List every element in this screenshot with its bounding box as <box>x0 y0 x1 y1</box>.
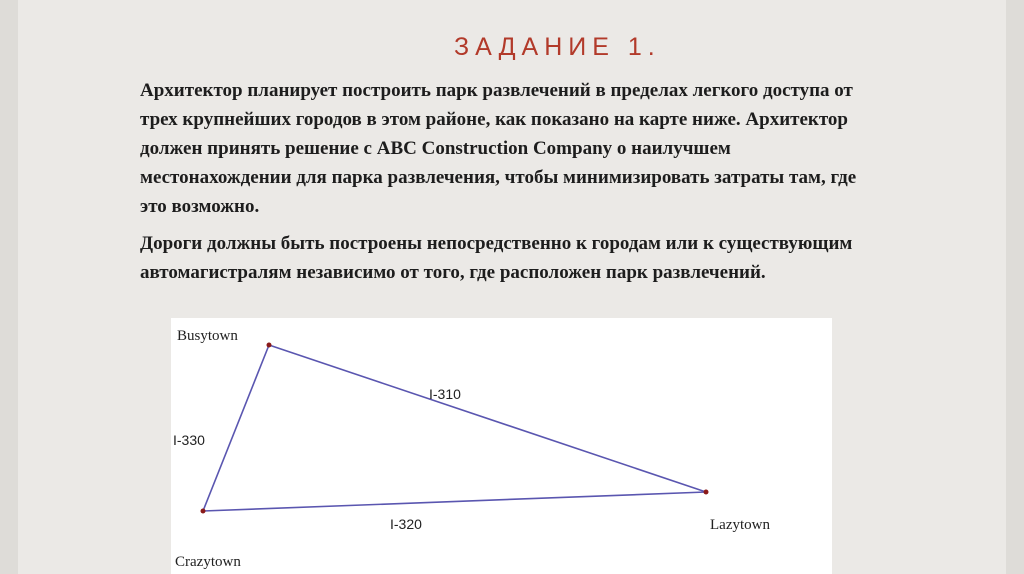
slide-title: ЗАДАНИЕ 1. <box>454 33 661 61</box>
paragraph-task: Архитектор планирует построить парк развлечений в пределах легкого доступа от трех крупнейших городов в этом районе, как показано на карте ниже. Архитектор должен принять решение с ABC Construction Company о наилучшем местонахождении для парка развлечения, чтобы минимизировать затраты там, где это возможно. <box>140 80 857 217</box>
highway-map-svg <box>171 318 832 574</box>
road-i320 <box>203 492 706 511</box>
city-dot-crazytown <box>201 509 206 514</box>
road-label-i320: I-320 <box>390 516 422 532</box>
city-label-busytown: Busytown <box>177 328 238 344</box>
right-margin-bar <box>1006 0 1024 574</box>
city-label-lazytown: Lazytown <box>710 517 770 533</box>
slide-body <box>140 76 880 295</box>
road-label-i330: I-330 <box>173 432 205 448</box>
city-dot-busytown <box>267 343 272 348</box>
road-i310 <box>269 345 706 492</box>
city-label-crazytown: Crazytown <box>175 554 241 570</box>
paragraph-roads: Дороги должны быть построены непосредственно к городам или к существующим автомагистралям независимо от того, где расположен парк развлечений. <box>140 233 853 283</box>
city-dot-lazytown <box>704 490 709 495</box>
highway-map <box>171 318 832 574</box>
road-label-i310: I-310 <box>429 386 461 402</box>
road-i330 <box>203 345 269 511</box>
left-margin-bar <box>0 0 18 574</box>
